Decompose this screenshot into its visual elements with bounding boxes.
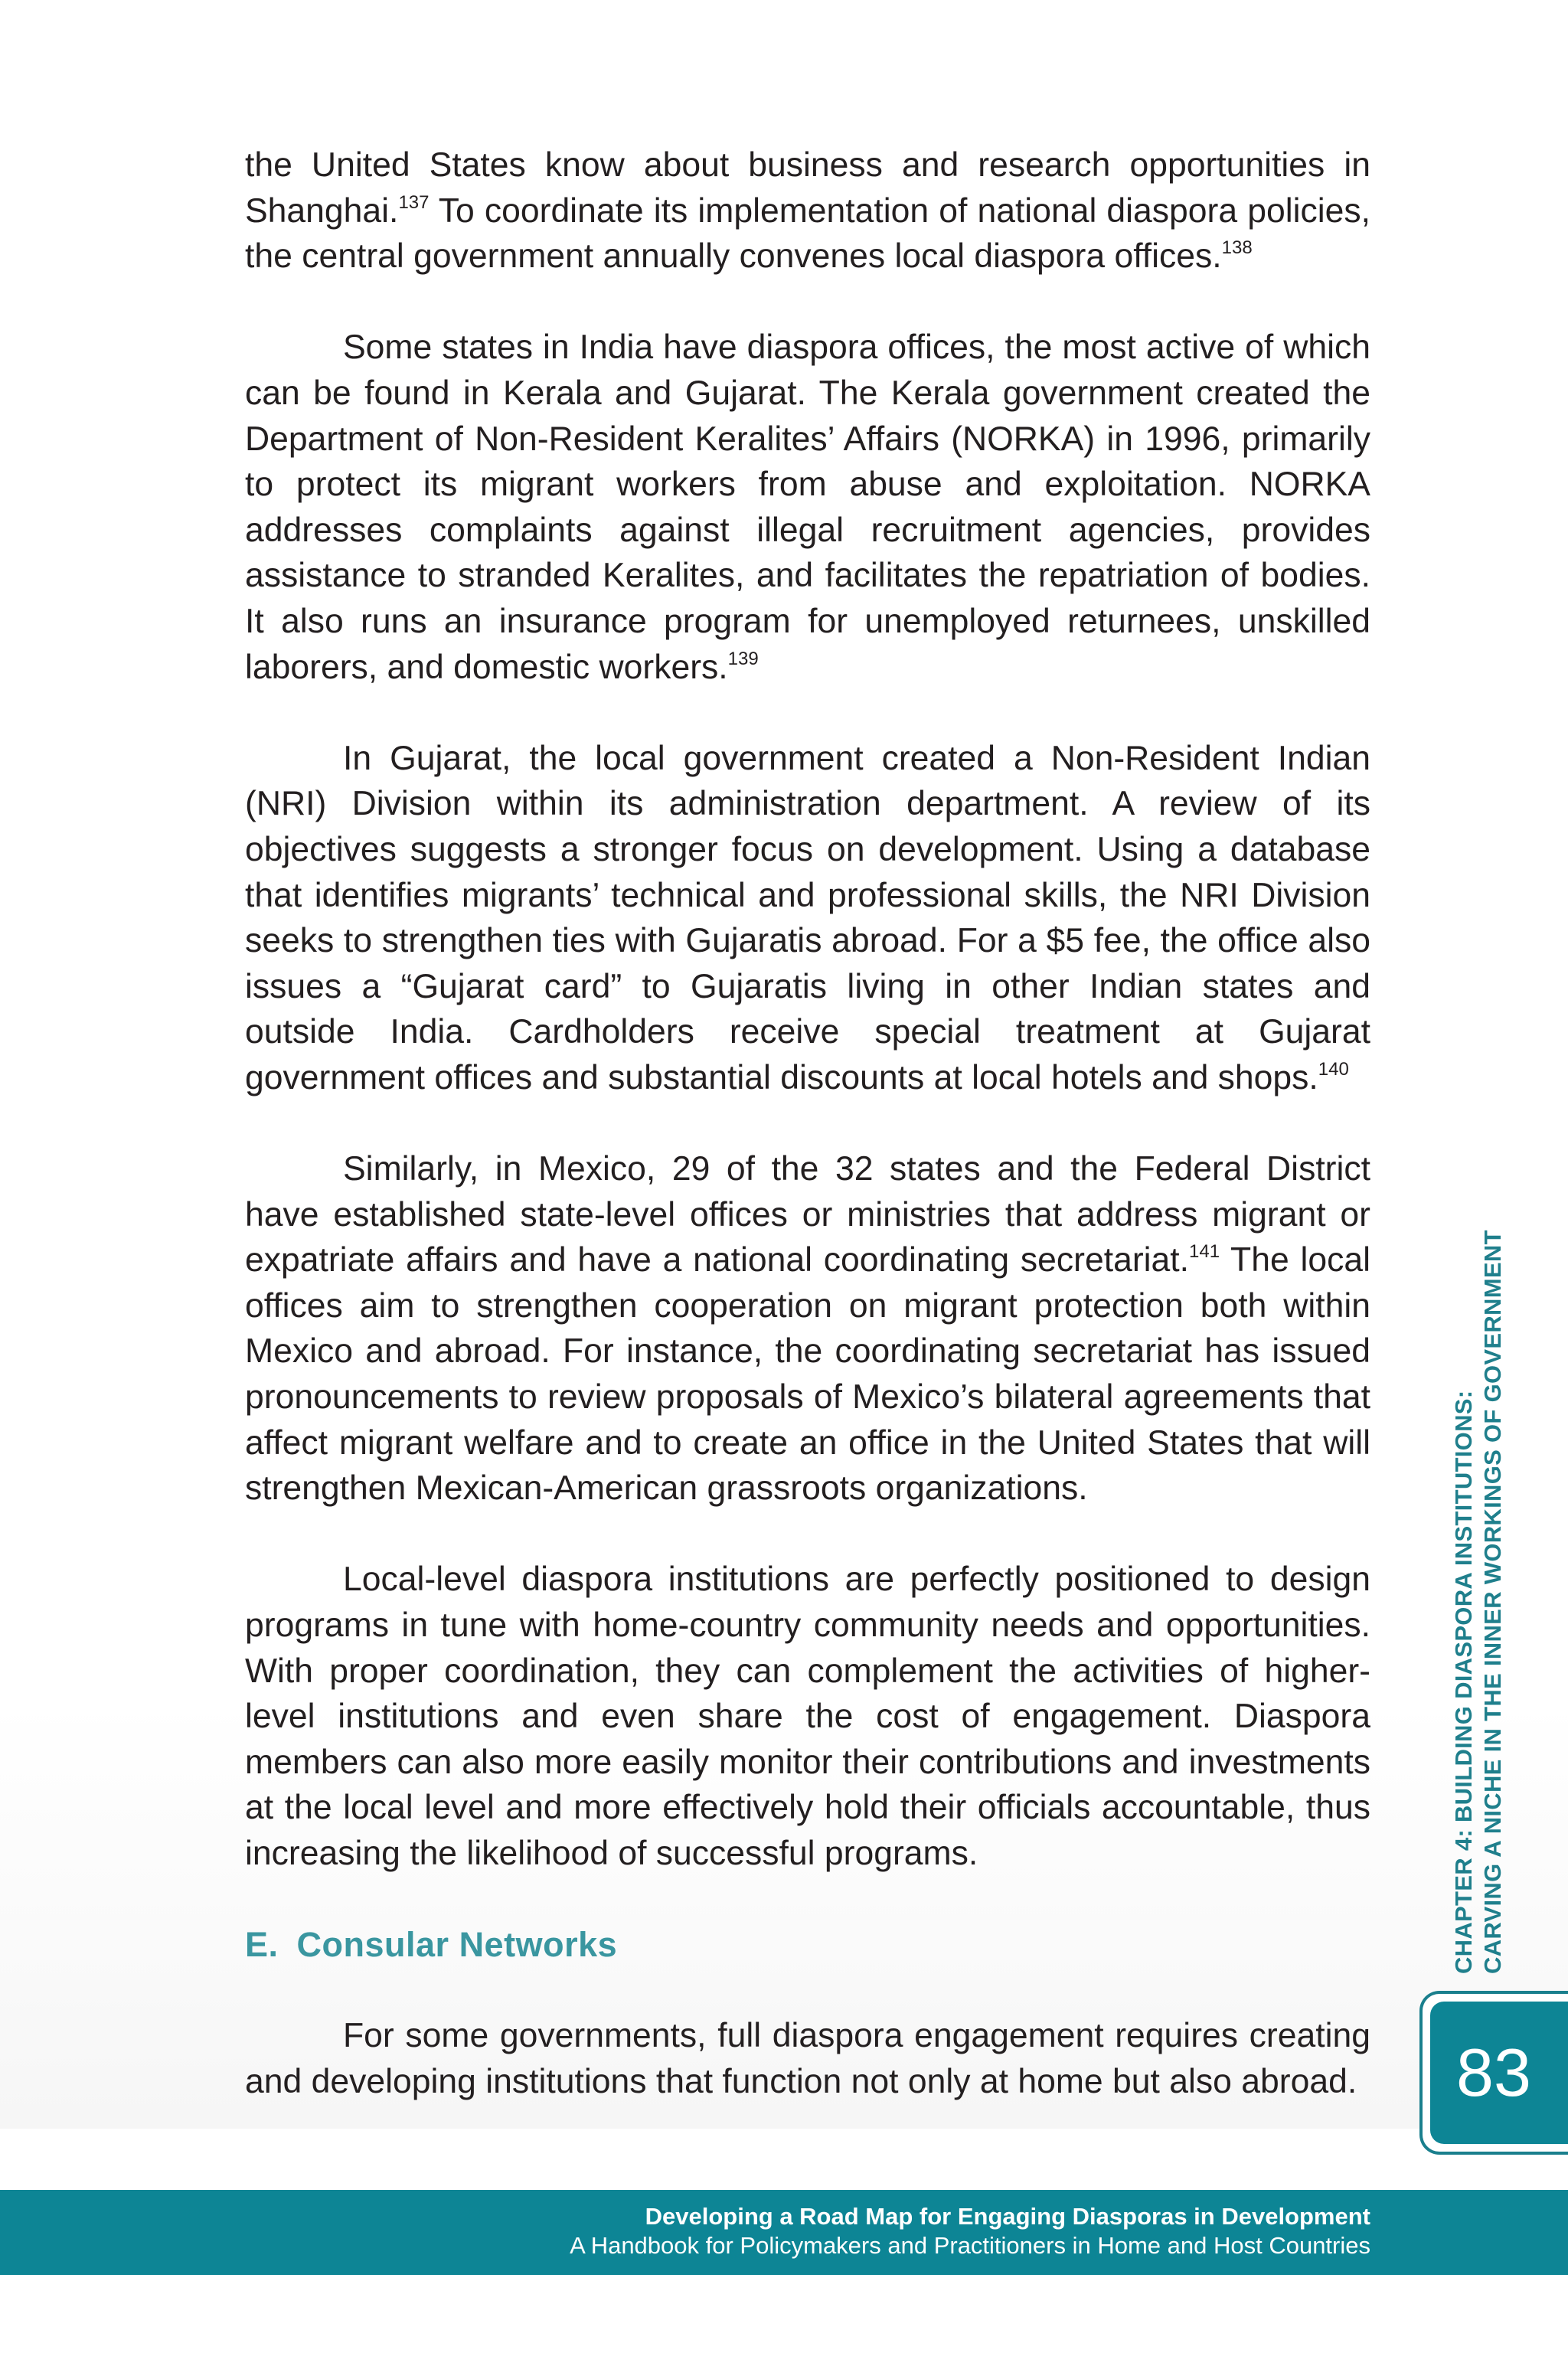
footer-subtitle: A Handbook for Policymakers and Practitioners in Home and Host Countries <box>570 2232 1370 2259</box>
paragraph-text: the United States know about business and research opportunities in Shanghai. <box>245 146 1370 230</box>
paragraph-text: In Gujarat, the local government created a Non-Resident Indian (NRI) Division within its administration department. A review of its objectives suggests a stronger focus on development. Using a database that identifies migrants’ technical and professional skills, the NRI Division seeks to strengthen ties with Gujaratis abroad. For a $5 fee, the office also issues a “Gujarat card” to Gujaratis living in other Indian states and outside India. Cardholders receive special treatment at Gujarat government offices and substantial discounts at local hotels and shops. <box>245 739 1370 1096</box>
section-heading <box>245 1922 1370 1968</box>
paragraph-text: Some states in India have diaspora offices, the most active of which can be found in Kerala and Gujarat. The Kerala government created the Department of Non-Resident Keralites’ Affairs (NORKA) in 1996, primarily to protect its migrant workers from abuse and exploitation. NORKA addresses complaints against illegal recruitment agencies, provides assistance to stranded Keralites, and facilitates the repatriation of bodies. It also runs an insurance program for unemployed returnees, unskilled laborers, and domestic workers. <box>245 328 1370 686</box>
page-number-tab <box>1419 1991 1568 2155</box>
section-title: Consular Networks <box>296 1925 618 1965</box>
page-number: 83 <box>1456 2034 1531 2110</box>
paragraph-text: For some governments, full diaspora engagement requires creating and developing institutions that function not only at home but also abroad. <box>245 2017 1370 2100</box>
paragraph <box>245 736 1370 1101</box>
footnote-marker: 138 <box>1221 237 1253 259</box>
paragraph <box>245 142 1370 279</box>
footnote-marker: 139 <box>727 648 759 669</box>
body-text <box>245 142 1370 2150</box>
footnote-marker: 141 <box>1189 1241 1220 1263</box>
chapter-subtitle-line: CARVING A NICHE IN THE INNER WORKINGS OF GOVERNMENT <box>1479 1230 1506 1974</box>
paragraph-text: Local-level diaspora institutions are perfectly positioned to design programs in tune with home-country community needs and opportunities. With proper coordination, they can complement the activities of higher-level institutions and even share the cost of engagement. Diaspora members can also more easily monitor their contributions and investments at the local level and more effectively hold their officials accountable, thus increasing the likelihood of successful programs. <box>245 1560 1370 1872</box>
chapter-title-line: CHAPTER 4: BUILDING DIASPORA INSTITUTIONS: <box>1450 1390 1477 1974</box>
footer <box>570 2202 1370 2260</box>
paragraph-text: The local offices aim to strengthen cooperation on migrant protection both within Mexico and abroad. For instance, the coordinating secretariat has issued pronouncements to review proposals of Mexico’s bilateral agreements that affect migrant welfare and to create an office in the United States that will strengthen Mexican-American grassroots organizations. <box>245 1241 1371 1508</box>
paragraph <box>245 1146 1370 1511</box>
paragraph <box>245 2013 1370 2104</box>
page-number-tab-fill <box>1430 2002 1568 2144</box>
paragraph-text: Similarly, in Mexico, 29 of the 32 states and the Federal District have established state-level offices or ministries that address migrant or expatriate affairs and have a national coordinating secretariat. <box>245 1150 1370 1279</box>
footnote-marker: 140 <box>1318 1058 1349 1080</box>
chapter-side-title <box>1449 1230 1508 1974</box>
paragraph-text: To coordinate its implementation of national diaspora policies, the central government annually convenes local diaspora offices. <box>245 191 1370 276</box>
footnote-marker: 137 <box>398 191 430 213</box>
footer-title: Developing a Road Map for Engaging Diasporas in Development <box>645 2203 1370 2230</box>
paragraph <box>245 1557 1370 1876</box>
section-letter: E. <box>245 1925 279 1965</box>
paragraph <box>245 325 1370 690</box>
